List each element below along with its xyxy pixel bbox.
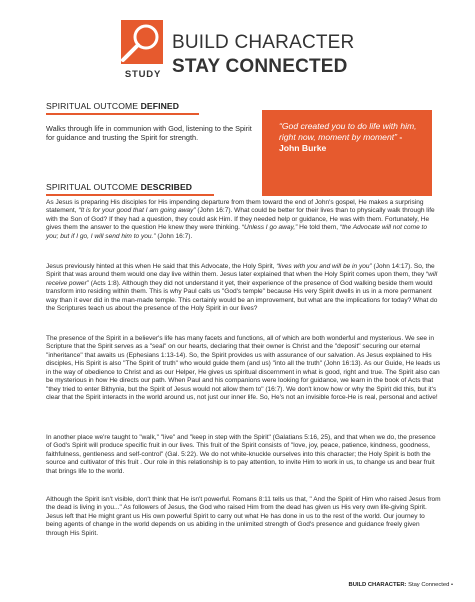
- quote-text: “God created you to do life with him, right now, moment by moment”: [279, 121, 417, 143]
- defined-heading: SPIRITUAL OUTCOME DEFINED: [46, 101, 180, 111]
- page-footer: BUILD CHARACTER: Stay Connected •: [348, 582, 453, 588]
- quote-box: [262, 110, 432, 196]
- quote: [279, 121, 421, 155]
- logo-label: STUDY: [124, 69, 162, 80]
- defined-underline: [46, 113, 199, 115]
- study-logo: [112, 16, 174, 80]
- defined-text: Walks through life in communion with God, listening to the Spirit for guidance and trusting the Spirit for strength.: [46, 124, 252, 143]
- paragraph-2: Jesus previously hinted at this when He said that this Advocate, the Holy Spirit, “lives with you and will be in you” (John 14:17). So, the Spirit that was around them would one day live within them. Jesus later explained that when the Holy Spirit comes upon them, they “will receive power” (Acts 1:8). Although they did not understand it yet, their experience of the presence of God walking beside them would transform into residing within them. This is why Paul calls us "God's temple" because His very Spirit dwells in us in a more permanent way than it ever did in the man-made temple. This certainly would be an improvement, but what are the implications for today? What do the Scriptures teach us about the presence of the Holy Spirit in our lives?: [46, 263, 438, 313]
- quote-author: - John Burke: [279, 132, 403, 154]
- paragraph-3: The presence of the Spirit in a believer's life has many facets and functions, all of which are both wonderful and mysterious. We see in Scripture that the Spirit serves as a "seal" on our hearts, declaring that their owner is Christ and the "deposit" securing our eternal "inheritance" that awaits us (Ephesians 1:13-14). So, the Spirit provides us with assurance of our salvation. As Jesus explained to His disciples, His Spirit is also "The Spirit of truth" who would guide them (and us) "into all the truth" (John 16:13). As our Guide, He leads us in the way of obedience to Christ and as our Helper, He gives us spiritual discernment in what is good, right and true. The Spirit also can be mysterious in how He directs our path. When Paul and his companions were looking for guidance, we learn in the book of Acts that "they tried to enter Bithynia, but the Spirit of Jesus would not allow them to" (16:7). We don't know how or why the Spirit did this, but it's clear that the Spirit interacts in the world around us, not just our inner life. So, He's not an invisible force-He is real, personal and active!: [46, 335, 441, 402]
- title-line-2: STAY CONNECTED: [172, 56, 348, 77]
- described-heading: SPIRITUAL OUTCOME DESCRIBED: [46, 182, 193, 192]
- paragraph-4: In another place we're taught to "walk," "live" and "keep in step with the Spirit" (Galatians 5:16, 25), and that when we do, the presence of God's Spirit will produce specific fruit in our lives. This fruit of the Spirit consists of "love, joy, peace, patience, kindness, goodness, faithfulness, gentleness and self-control" (Gal. 5:22). We do not white-knuckle ourselves into this character; the Holy Spirit is both the source and cultivator of this fruit . Our role in this relationship is to pay attention, to invite Him to work in us, to change us and bear fruit that brings life to the world.: [46, 434, 436, 475]
- title-line-1: BUILD CHARACTER: [172, 32, 355, 53]
- paragraph-1: As Jesus is preparing His disciples for His impending departure from them toward the end of John's gospel, He makes a surprising statement, “It is for your good that I am going away” (John 16:7). What could be better for their lives than to physically walk through life with the Son of God? If they had a question, they could ask Him. If they needed help or guidance, He was with them. Fortunately, He gives them the answer to the question He knew they were thinking. “Unless I go away,” He told them, “the Advocate will not come to you; but if I go, I will send him to you.” (John 16:7).: [46, 199, 435, 240]
- magnifier-icon: [112, 16, 174, 70]
- paragraph-5: Although the Spirit isn't visible, don't think that He isn't powerful. Romans 8:11 tells us that, " And the Spirit of Him who raised Jesus from the dead is living in you..." As followers of Jesus, the God who raised Him from the dead has given us His very own life-giving Spirit. Jesus left that He might grant us His own powerful Spirit to carry out what He has done in us to the rest of the world. Our journey to being agents of change in the world depends on us abiding in the unlimited strength of God's presence and guidance freely given through His Spirit.: [46, 496, 441, 537]
- described-underline: [46, 194, 214, 196]
